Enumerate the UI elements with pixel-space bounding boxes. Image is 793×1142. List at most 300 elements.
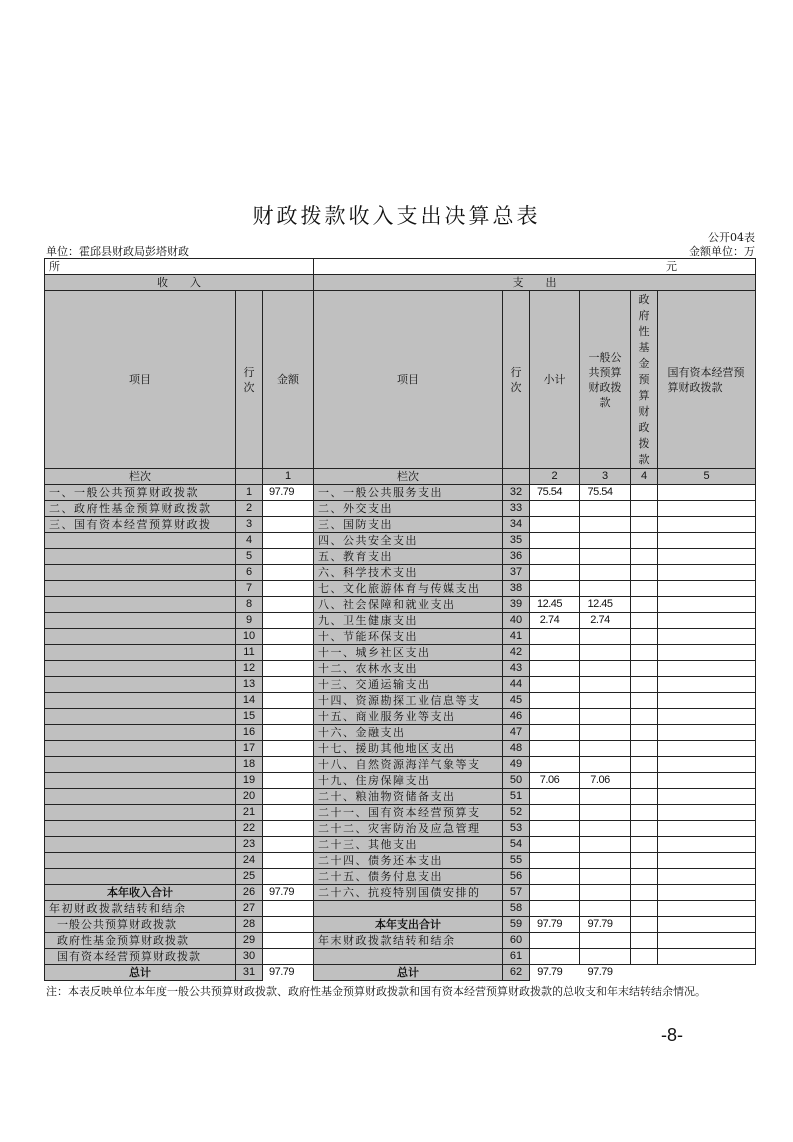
income-amount [263,933,314,949]
table-row [45,773,756,789]
column-index-label-right: 栏次 [314,469,503,485]
subtotal-amount: 97.79 [530,965,580,981]
page-number: -8- [661,1025,683,1045]
general-budget-amount [580,533,631,549]
expense-item [314,949,503,965]
general-budget-amount [580,565,631,581]
amount-unit-label: 金额单位：万 [689,245,755,258]
expense-item: 二十六、抗疫特别国债安排的 [314,885,503,901]
gov-fund-amount [631,549,658,565]
subtotal-amount [530,853,580,869]
expense-row-no: 52 [503,805,530,821]
income-row-no: 28 [236,917,263,933]
expense-item: 七、文化旅游体育与传媒支出 [314,581,503,597]
expense-row-no: 44 [503,677,530,693]
col-income-row-no-label: 行次 [243,365,255,394]
table-row [45,485,756,501]
income-amount [263,869,314,885]
gov-fund-amount [631,677,658,693]
subtotal-amount [530,885,580,901]
general-budget-amount [580,709,631,725]
footnote: 注：本表反映单位本年度一般公共预算财政拨款、政府性基金预算财政拨款和国有资本经营预算财政拨款的总收支和年末结转结余情况。 [46,985,706,998]
table-row [45,869,756,885]
state-capital-amount [658,565,756,581]
expense-row-no: 45 [503,693,530,709]
income-amount: 97.79 [263,885,314,901]
general-budget-amount [580,885,631,901]
income-row-no: 18 [236,757,263,773]
expense-row-no: 58 [503,901,530,917]
income-item [45,709,236,725]
table-row [45,597,756,613]
expense-row-no: 57 [503,885,530,901]
expense-row-no: 41 [503,629,530,645]
expense-row-no: 59 [503,917,530,933]
income-item [45,821,236,837]
income-amount [263,597,314,613]
general-budget-amount [580,757,631,773]
expense-item: 二十、粮油物资储备支出 [314,789,503,805]
income-row-no: 5 [236,549,263,565]
col-general-budget-label: 一般公共预算财政拨款 [588,350,622,409]
income-amount [263,757,314,773]
state-capital-amount [658,949,756,965]
expense-row-no: 34 [503,517,530,533]
income-item [45,581,236,597]
expense-item: 九、卫生健康支出 [314,613,503,629]
income-item: 总计 [45,965,236,981]
table-row [45,565,756,581]
expense-item: 二十二、灾害防治及应急管理 [314,821,503,837]
income-row-no: 2 [236,501,263,517]
subtotal-amount: 12.45 [530,597,580,613]
table-row [45,741,756,757]
state-capital-amount [658,645,756,661]
expense-item: 年末财政拨款结转和结余 [314,933,503,949]
subtotal-amount: 97.79 [530,917,580,933]
expense-row-no: 47 [503,725,530,741]
income-row-no: 3 [236,517,263,533]
expense-row-no: 32 [503,485,530,501]
gov-fund-amount [631,917,658,933]
column-index-1: 1 [263,469,314,485]
income-item [45,773,236,789]
income-amount [263,533,314,549]
unit-label: 单位：霍邱县财政局彭塔财政 [46,245,189,258]
subtotal-amount [530,725,580,741]
expense-row-no: 37 [503,565,530,581]
gov-fund-amount [631,773,658,789]
expense-row-no: 42 [503,645,530,661]
column-index-3: 3 [580,469,631,485]
state-capital-amount [658,933,756,949]
general-budget-amount [580,549,631,565]
col-income-amount: 金额 [263,291,314,469]
state-capital-amount [658,709,756,725]
expense-item: 六、科学技术支出 [314,565,503,581]
subtotal-amount [530,805,580,821]
subtotal-amount [530,501,580,517]
page-title: 财政拨款收入支出决算总表 [252,204,541,228]
income-amount [263,853,314,869]
subtotal-amount: 75.54 [530,485,580,501]
table-row [45,645,756,661]
state-capital-amount [658,757,756,773]
income-amount [263,741,314,757]
state-capital-amount [658,917,756,933]
state-capital-amount [658,693,756,709]
expense-item: 一、一般公共服务支出 [314,485,503,501]
income-section-header: 收 入 [45,275,314,291]
gov-fund-amount [631,613,658,629]
income-item: 三、国有资本经营预算财政拨 [45,517,236,533]
expense-row-no: 33 [503,501,530,517]
expense-row-no: 50 [503,773,530,789]
subtotal-amount: 2.74 [530,613,580,629]
expense-item: 十、节能环保支出 [314,629,503,645]
gov-fund-amount [631,821,658,837]
gov-fund-amount [631,501,658,517]
table-row [45,853,756,869]
income-item [45,645,236,661]
col-expense-row-no [503,291,530,469]
income-item [45,597,236,613]
subtotal-amount [530,693,580,709]
subtotal-amount [530,741,580,757]
table-row [45,837,756,853]
subtotal-amount [530,709,580,725]
income-item [45,757,236,773]
col-expense-item: 项目 [314,291,503,469]
income-item [45,613,236,629]
subtotal-amount [530,629,580,645]
subtotal-amount [530,821,580,837]
income-amount [263,661,314,677]
gov-fund-amount [631,725,658,741]
general-budget-amount [580,821,631,837]
expense-item: 二十一、国有资本经营预算支 [314,805,503,821]
general-budget-amount [580,645,631,661]
state-capital-amount [658,965,756,981]
income-amount [263,709,314,725]
state-capital-amount [658,533,756,549]
income-row-no: 6 [236,565,263,581]
column-index-blank-left [236,469,263,485]
income-row-no: 23 [236,837,263,853]
general-budget-amount [580,901,631,917]
general-budget-amount [580,805,631,821]
general-budget-amount [580,949,631,965]
income-row-no: 22 [236,821,263,837]
state-capital-amount [658,613,756,629]
expense-row-no: 56 [503,869,530,885]
general-budget-amount [580,933,631,949]
gov-fund-amount [631,837,658,853]
expense-row-no: 39 [503,597,530,613]
income-row-no: 4 [236,533,263,549]
state-capital-amount [658,901,756,917]
state-capital-amount [658,661,756,677]
income-item [45,661,236,677]
income-item: 国有资本经营预算财政拨款 [45,949,236,965]
income-item [45,869,236,885]
table-row [45,933,756,949]
gov-fund-amount [631,581,658,597]
gov-fund-amount [631,949,658,965]
general-budget-amount [580,629,631,645]
expense-row-no: 62 [503,965,530,981]
income-item [45,853,236,869]
expense-row-no: 35 [503,533,530,549]
income-amount [263,949,314,965]
income-amount [263,501,314,517]
expense-row-no: 60 [503,933,530,949]
gov-fund-amount [631,629,658,645]
expense-row-no: 54 [503,837,530,853]
general-budget-amount [580,517,631,533]
general-budget-amount: 7.06 [580,773,631,789]
income-row-no: 8 [236,597,263,613]
income-item: 二、政府性基金预算财政拨款 [45,501,236,517]
column-index-2: 2 [530,469,580,485]
income-row-no: 10 [236,629,263,645]
subtotal-amount [530,645,580,661]
table-row [45,917,756,933]
gov-fund-amount [631,661,658,677]
column-index-5: 5 [658,469,756,485]
table-row [45,725,756,741]
table-row [45,949,756,965]
amount-unit-continued: 元 [314,259,756,275]
general-budget-amount [580,725,631,741]
budget-summary-table [44,258,756,981]
table-row [45,805,756,821]
table-row [45,501,756,517]
subtotal-amount [530,933,580,949]
subtotal-amount [530,533,580,549]
gov-fund-amount [631,933,658,949]
subtotal-amount [530,757,580,773]
general-budget-amount [580,837,631,853]
expense-item: 八、社会保障和就业支出 [314,597,503,613]
income-row-no: 27 [236,901,263,917]
income-amount [263,901,314,917]
income-row-no: 14 [236,693,263,709]
general-budget-amount [580,581,631,597]
gov-fund-amount [631,757,658,773]
income-amount [263,581,314,597]
gov-fund-amount [631,885,658,901]
expense-item: 本年支出合计 [314,917,503,933]
col-gov-fund-label: 政府性基金预算财政拨款 [638,293,650,466]
general-budget-amount: 97.79 [580,965,631,981]
state-capital-amount [658,885,756,901]
table-row [45,965,756,981]
gov-fund-amount [631,741,658,757]
income-row-no: 16 [236,725,263,741]
state-capital-amount [658,853,756,869]
gov-fund-amount [631,853,658,869]
gov-fund-amount [631,485,658,501]
state-capital-amount [658,581,756,597]
gov-fund-amount [631,869,658,885]
expense-item: 二、外交支出 [314,501,503,517]
subtotal-amount [530,869,580,885]
state-capital-amount [658,549,756,565]
col-gov-fund [631,291,658,469]
income-item [45,533,236,549]
income-amount [263,517,314,533]
subtotal-amount [530,517,580,533]
expense-row-no: 43 [503,661,530,677]
col-state-capital-label: 国有资本经营预算财政拨款 [667,365,745,394]
subtotal-amount: 7.06 [530,773,580,789]
table-row [45,677,756,693]
state-capital-amount [658,597,756,613]
income-item [45,629,236,645]
expense-row-no: 61 [503,949,530,965]
expense-item: 四、公共安全支出 [314,533,503,549]
gov-fund-amount [631,517,658,533]
expense-item: 五、教育支出 [314,549,503,565]
income-row-no: 31 [236,965,263,981]
table-row [45,613,756,629]
income-row-no: 24 [236,853,263,869]
gov-fund-amount [631,597,658,613]
state-capital-amount [658,773,756,789]
income-row-no: 12 [236,661,263,677]
income-amount [263,549,314,565]
income-item: 政府性基金预算财政拨款 [45,933,236,949]
income-item [45,725,236,741]
col-general-budget [580,291,631,469]
income-row-no: 19 [236,773,263,789]
income-row-no: 25 [236,869,263,885]
state-capital-amount [658,821,756,837]
table-row [45,517,756,533]
income-item: 一般公共预算财政拨款 [45,917,236,933]
unit-continued: 所 [45,259,314,275]
subtotal-amount [530,677,580,693]
column-index-blank-right [503,469,530,485]
table-row [45,821,756,837]
income-row-no: 9 [236,613,263,629]
income-row-no: 30 [236,949,263,965]
expense-item: 二十五、债务付息支出 [314,869,503,885]
income-amount [263,565,314,581]
general-budget-amount [580,693,631,709]
subtotal-amount [530,581,580,597]
subtotal-amount [530,837,580,853]
income-item: 一、一般公共预算财政拨款 [45,485,236,501]
general-budget-amount [580,661,631,677]
income-item [45,789,236,805]
col-expense-row-no-label: 行次 [510,365,522,394]
expense-row-no: 48 [503,741,530,757]
gov-fund-amount [631,901,658,917]
general-budget-amount: 12.45 [580,597,631,613]
table-row [45,789,756,805]
gov-fund-amount [631,789,658,805]
income-amount [263,789,314,805]
income-row-no: 11 [236,645,263,661]
income-item: 年初财政拨款结转和结余 [45,901,236,917]
col-income-item: 项目 [45,291,236,469]
income-item [45,693,236,709]
expense-row-no: 40 [503,613,530,629]
income-amount: 97.79 [263,485,314,501]
income-amount [263,645,314,661]
expense-item: 三、国防支出 [314,517,503,533]
col-state-capital [658,291,756,469]
income-item [45,805,236,821]
gov-fund-amount [631,709,658,725]
expense-row-no: 49 [503,757,530,773]
table-row [45,709,756,725]
income-row-no: 26 [236,885,263,901]
expense-row-no: 38 [503,581,530,597]
income-row-no: 29 [236,933,263,949]
expense-item: 十五、商业服务业等支出 [314,709,503,725]
state-capital-amount [658,677,756,693]
table-row [45,549,756,565]
expense-row-no: 51 [503,789,530,805]
expense-row-no: 55 [503,853,530,869]
state-capital-amount [658,725,756,741]
expense-item: 总计 [314,965,503,981]
gov-fund-amount [631,645,658,661]
expense-item: 十一、城乡社区支出 [314,645,503,661]
gov-fund-amount [631,693,658,709]
income-amount [263,837,314,853]
income-row-no: 17 [236,741,263,757]
income-amount [263,773,314,789]
col-income-row-no [236,291,263,469]
state-capital-amount [658,805,756,821]
general-budget-amount [580,501,631,517]
table-row [45,629,756,645]
expense-item: 十三、交通运输支出 [314,677,503,693]
subtotal-amount [530,789,580,805]
state-capital-amount [658,629,756,645]
expense-item: 二十四、债务还本支出 [314,853,503,869]
column-index-4: 4 [631,469,658,485]
table-row [45,901,756,917]
form-number: 公开04表 [708,231,755,244]
state-capital-amount [658,837,756,853]
expense-section-header: 支 出 [314,275,756,291]
expense-row-no: 36 [503,549,530,565]
income-item [45,677,236,693]
table-row [45,885,756,901]
income-amount [263,677,314,693]
subtotal-amount [530,661,580,677]
state-capital-amount [658,789,756,805]
expense-row-no: 46 [503,709,530,725]
income-amount [263,917,314,933]
income-amount [263,805,314,821]
income-row-no: 20 [236,789,263,805]
income-item [45,837,236,853]
general-budget-amount [580,853,631,869]
income-amount: 97.79 [263,965,314,981]
table-row [45,757,756,773]
income-row-no: 1 [236,485,263,501]
income-amount [263,725,314,741]
income-row-no: 7 [236,581,263,597]
state-capital-amount [658,501,756,517]
expense-item: 十九、住房保障支出 [314,773,503,789]
